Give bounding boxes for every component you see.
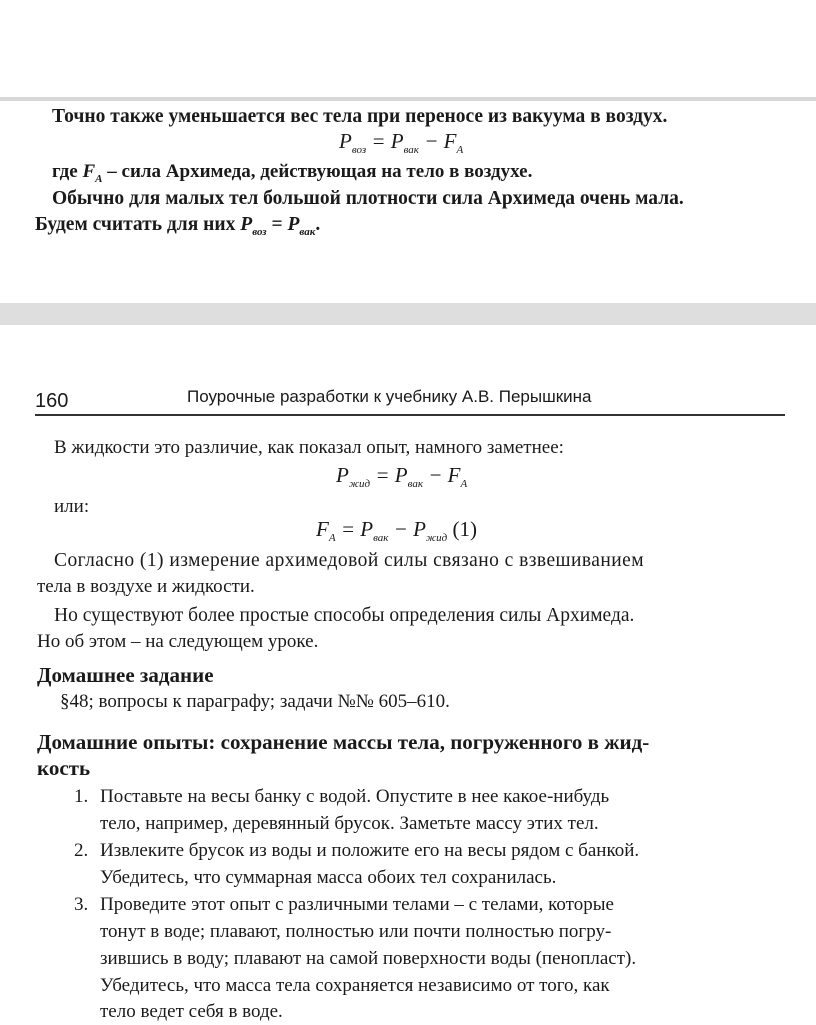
- list-item-3-line-1: 3. Проведите этот опыт с различными телами – с телами, которые: [74, 891, 614, 918]
- experiments-heading-line-1: Домашние опыты: сохранение массы тела, погруженного в жид-: [37, 730, 650, 754]
- formula-air-weight: $P_{воз} = P_{вак} - F_A$: [339, 129, 464, 157]
- paragraph-2-line-1: Согласно (1) измерение архимедовой силы связано с взвешиванием: [54, 550, 645, 571]
- page-header: [35, 384, 785, 414]
- list-item-3-line-4: Убедитесь, что масса тела сохраняется независимо от того, как: [100, 975, 610, 996]
- paragraph-liquid: В жидкости это различие, как показал опыт, намного заметнее:: [54, 437, 564, 458]
- homework-text: §48; вопросы к параграфу; задачи №№ 605–610.: [60, 691, 450, 712]
- text-or: или:: [54, 496, 90, 517]
- list-item-number: 1.: [74, 786, 89, 807]
- list-item-3-line-3: зившись в воду; плавают на самой поверхности воды (пенопласт).: [100, 948, 637, 969]
- header-rule: [35, 414, 785, 416]
- list-item-3-line-2: тонут в воде; плавают, полностью или почти полностью погру-: [100, 921, 612, 942]
- formula-liquid-weight: $P_{жид} = P_{вак} - F_A$: [336, 463, 468, 491]
- experiments-heading-line-2: кость: [37, 756, 91, 780]
- formula-archimedes: $F_A = P_{вак} - P_{жид}$ (1): [316, 517, 477, 545]
- list-item-3-line-5: тело ведет себя в воде.: [100, 1001, 283, 1022]
- paragraph-3-line-1: Но существуют более простые способы определения силы Архимеда.: [54, 605, 635, 626]
- page-number: 160: [35, 390, 69, 412]
- list-item-2-line-1: 2. Извлеките брусок из воды и положите его на весы рядом с банкой.: [74, 837, 639, 864]
- list-item-2-line-2: Убедитесь, что суммарная масса обоих тел сохранилась.: [100, 867, 557, 888]
- text-line-2: где $F_A$ – сила Архимеда, действующая на тело в воздухе.: [52, 161, 533, 185]
- text-line-4: Будем считать для них $P_{воз} = P_{вак}$.: [35, 214, 321, 238]
- paragraph-3-line-2: Но об этом – на следующем уроке.: [37, 631, 319, 652]
- page-gap: [0, 303, 816, 325]
- list-item-1-line-1: 1. Поставьте на весы банку с водой. Опустите в нее какое-нибудь: [74, 783, 609, 810]
- homework-heading: Домашнее задание: [37, 663, 214, 687]
- list-item-1-line-2: тело, например, деревянный брусок. Заметьте массу этих тел.: [100, 813, 599, 834]
- list-item-number: 2.: [74, 840, 89, 861]
- paragraph-2-line-2: тела в воздухе и жидкости.: [37, 576, 255, 597]
- text-line-3: Обычно для малых тел большой плотности сила Архимеда очень мала.: [52, 188, 684, 209]
- page-running-title: Поурочные разработки к учебнику А.В. Перышкина: [187, 387, 592, 406]
- text-line-1: Точно также уменьшается вес тела при переносе из вакуума в воздух.: [52, 106, 668, 127]
- list-item-number: 3.: [74, 894, 89, 915]
- top-scan-edge: [0, 97, 816, 101]
